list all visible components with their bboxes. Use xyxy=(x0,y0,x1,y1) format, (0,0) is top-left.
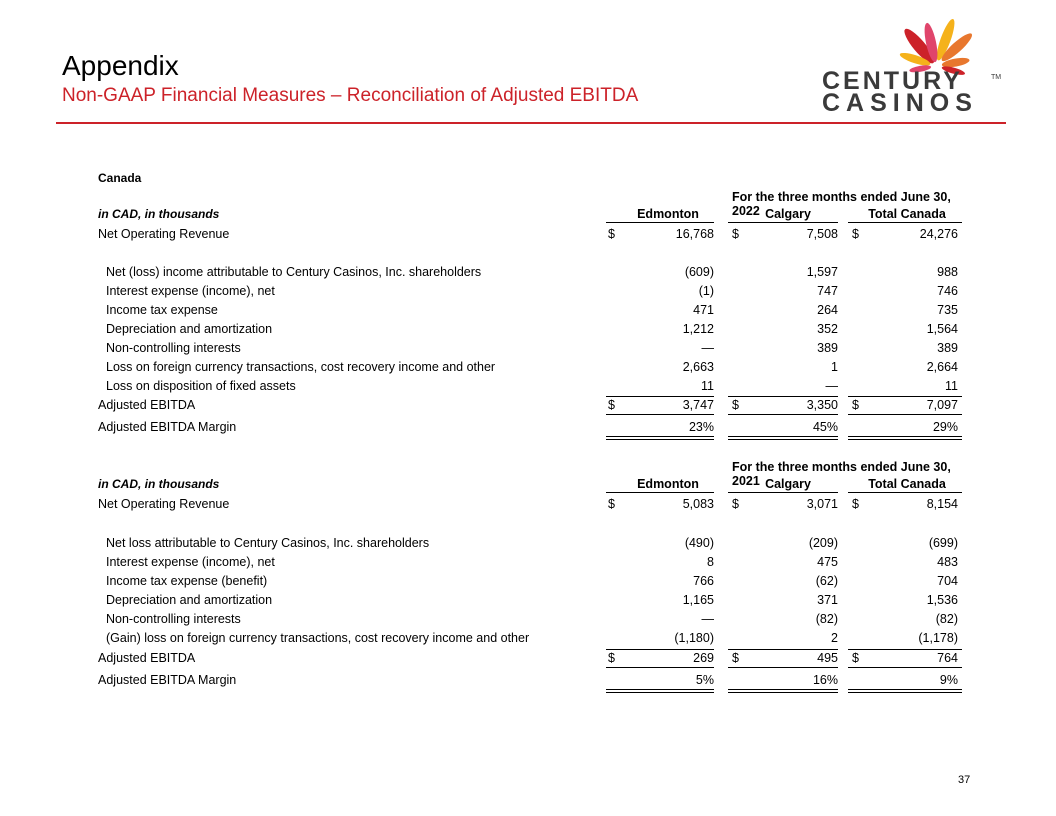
row-label: Net Operating Revenue xyxy=(98,497,230,511)
row-label: Depreciation and amortization xyxy=(106,593,273,607)
row-label: Loss on disposition of fixed assets xyxy=(106,379,296,393)
cell-value: (82) xyxy=(935,612,958,626)
cell-value: 11 xyxy=(701,379,714,393)
cell-value: 1,536 xyxy=(926,593,958,607)
subtotal-line xyxy=(606,396,714,397)
column-header: Edmonton xyxy=(637,477,699,491)
cell-value: 16,768 xyxy=(675,227,714,241)
cell-value: 389 xyxy=(937,341,958,355)
double-underline xyxy=(848,439,962,440)
header-underline xyxy=(728,492,838,493)
cell-value: (1,178) xyxy=(918,631,958,645)
cell-value: 766 xyxy=(693,574,714,588)
cell-value: 29% xyxy=(932,420,958,434)
cell-value: (1) xyxy=(698,284,714,298)
row-label: (Gain) loss on foreign currency transactions, cost recovery income and other xyxy=(106,631,530,645)
column-header: Total Canada xyxy=(868,207,946,221)
cell-value: 988 xyxy=(937,265,958,279)
dollar-sign: $ xyxy=(608,651,615,665)
subtotal-line xyxy=(606,649,714,650)
dollar-sign: $ xyxy=(852,651,859,665)
table-row xyxy=(96,284,962,302)
cell-value: 746 xyxy=(937,284,958,298)
page-number: 37 xyxy=(958,774,971,786)
subtotal-line xyxy=(848,649,962,650)
header-underline xyxy=(606,222,714,223)
table-row xyxy=(96,265,962,283)
column-header: Edmonton xyxy=(637,207,699,221)
logo-wordmark-century: CENTURY xyxy=(822,67,963,95)
dollar-sign: $ xyxy=(732,227,739,241)
table-row xyxy=(96,303,962,321)
cell-value: 2 xyxy=(831,631,838,645)
dollar-sign: $ xyxy=(732,398,739,412)
period-header: For the three months ended June 30, 2022 xyxy=(732,190,951,218)
unit-label: in CAD, in thousands xyxy=(98,207,220,221)
cell-value: 24,276 xyxy=(919,227,958,241)
dollar-sign: $ xyxy=(732,497,739,511)
double-underline xyxy=(728,439,838,440)
total-line xyxy=(606,667,714,668)
dollar-sign: $ xyxy=(732,651,739,665)
cell-value: 3,071 xyxy=(806,497,838,511)
cell-value: 747 xyxy=(817,284,838,298)
table-row xyxy=(96,555,962,573)
row-label: Non-controlling interests xyxy=(106,341,241,355)
cell-value: 1 xyxy=(831,360,838,374)
dollar-sign: $ xyxy=(852,398,859,412)
row-label: Depreciation and amortization xyxy=(106,322,273,336)
total-line xyxy=(848,667,962,668)
column-header: Total Canada xyxy=(868,477,946,491)
cell-value: 269 xyxy=(693,651,714,665)
cell-value: 45% xyxy=(812,420,838,434)
row-label: Non-controlling interests xyxy=(106,612,241,626)
row-label: Adjusted EBITDA xyxy=(98,651,196,665)
subtotal-line xyxy=(728,396,838,397)
double-underline xyxy=(606,692,714,693)
table-row xyxy=(96,341,962,359)
dollar-sign: $ xyxy=(608,227,615,241)
table-row xyxy=(96,379,962,397)
cell-value: 7,508 xyxy=(806,227,838,241)
cell-value: 23% xyxy=(688,420,714,434)
table-row xyxy=(96,227,962,245)
cell-value: — xyxy=(825,379,838,393)
logo-wordmark-casinos: CASINOS xyxy=(822,89,978,117)
row-label: Interest expense (income), net xyxy=(106,555,275,569)
cell-value: (209) xyxy=(808,536,838,550)
row-label: Net loss attributable to Century Casinos, Inc. shareholders xyxy=(106,536,430,550)
row-label: Income tax expense (benefit) xyxy=(106,574,268,588)
cell-value: (62) xyxy=(815,574,838,588)
dollar-sign: $ xyxy=(852,497,859,511)
cell-value: 5,083 xyxy=(682,497,714,511)
cell-value: 764 xyxy=(937,651,958,665)
header-underline xyxy=(848,492,962,493)
cell-value: 8,154 xyxy=(926,497,958,511)
row-label: Adjusted EBITDA xyxy=(98,398,196,412)
cell-value: (490) xyxy=(684,536,714,550)
cell-value: 389 xyxy=(817,341,838,355)
double-underline xyxy=(606,436,714,437)
page-title: Appendix xyxy=(62,50,179,81)
table-row xyxy=(96,612,962,630)
row-label: Income tax expense xyxy=(106,303,218,317)
cell-value: 1,165 xyxy=(682,593,714,607)
header-underline xyxy=(728,222,838,223)
row-label: Net (loss) income attributable to Century Casinos, Inc. shareholders xyxy=(106,265,482,279)
dollar-sign: $ xyxy=(608,497,615,511)
column-header: Calgary xyxy=(765,477,811,491)
total-line xyxy=(848,414,962,415)
cell-value: (82) xyxy=(815,612,838,626)
cell-value: 3,350 xyxy=(806,398,838,412)
double-underline xyxy=(728,689,838,690)
cell-value: 483 xyxy=(937,555,958,569)
cell-value: 2,663 xyxy=(682,360,714,374)
row-label: Loss on foreign currency transactions, cost recovery income and other xyxy=(106,360,496,374)
table-row xyxy=(96,574,962,592)
cell-value: 7,097 xyxy=(926,398,958,412)
total-line xyxy=(728,414,838,415)
dollar-sign: $ xyxy=(608,398,615,412)
dollar-sign: $ xyxy=(852,227,859,241)
table-row xyxy=(96,360,962,378)
total-line xyxy=(606,414,714,415)
cell-value: 264 xyxy=(817,303,838,317)
cell-value: (1,180) xyxy=(674,631,714,645)
double-underline xyxy=(606,689,714,690)
cell-value: 1,212 xyxy=(682,322,714,336)
double-underline xyxy=(728,692,838,693)
section-label: Canada xyxy=(98,171,142,185)
table-row xyxy=(96,497,962,515)
cell-value: (609) xyxy=(684,265,714,279)
table-row xyxy=(96,593,962,611)
cell-value: 704 xyxy=(937,574,958,588)
double-underline xyxy=(848,692,962,693)
subtotal-line xyxy=(728,649,838,650)
cell-value: 9% xyxy=(939,673,958,687)
page-subtitle: Non-GAAP Financial Measures – Reconciliation of Adjusted EBITDA xyxy=(62,85,639,106)
cell-value: 3,747 xyxy=(682,398,714,412)
cell-value: 11 xyxy=(945,379,958,393)
unit-label: in CAD, in thousands xyxy=(98,477,220,491)
row-label: Adjusted EBITDA Margin xyxy=(98,673,237,687)
table-row xyxy=(96,536,962,554)
period-header: For the three months ended June 30, 2021 xyxy=(732,460,951,488)
column-header: Calgary xyxy=(765,207,811,221)
double-underline xyxy=(848,689,962,690)
cell-value: 495 xyxy=(817,651,838,665)
cell-value: 352 xyxy=(817,322,838,336)
double-underline xyxy=(728,436,838,437)
cell-value: 5% xyxy=(695,673,714,687)
logo-trademark: TM xyxy=(991,74,1002,81)
double-underline xyxy=(606,439,714,440)
subtotal-line xyxy=(848,396,962,397)
cell-value: 16% xyxy=(812,673,838,687)
century-casinos-logo xyxy=(818,8,1002,116)
cell-value: 475 xyxy=(817,555,838,569)
header-underline xyxy=(848,222,962,223)
cell-value: — xyxy=(701,341,714,355)
cell-value: 1,564 xyxy=(926,322,958,336)
cell-value: 371 xyxy=(817,593,838,607)
cell-value: 735 xyxy=(937,303,958,317)
header-underline xyxy=(606,492,714,493)
double-underline xyxy=(848,436,962,437)
cell-value: (699) xyxy=(928,536,958,550)
cell-value: 8 xyxy=(707,555,714,569)
table-row xyxy=(96,322,962,340)
row-label: Net Operating Revenue xyxy=(98,227,230,241)
header-divider xyxy=(56,122,1006,124)
row-label: Adjusted EBITDA Margin xyxy=(98,420,237,434)
cell-value: — xyxy=(701,612,714,626)
cell-value: 2,664 xyxy=(926,360,958,374)
row-label: Interest expense (income), net xyxy=(106,284,275,298)
table-row xyxy=(96,631,962,649)
cell-value: 1,597 xyxy=(806,265,838,279)
total-line xyxy=(728,667,838,668)
cell-value: 471 xyxy=(693,303,714,317)
